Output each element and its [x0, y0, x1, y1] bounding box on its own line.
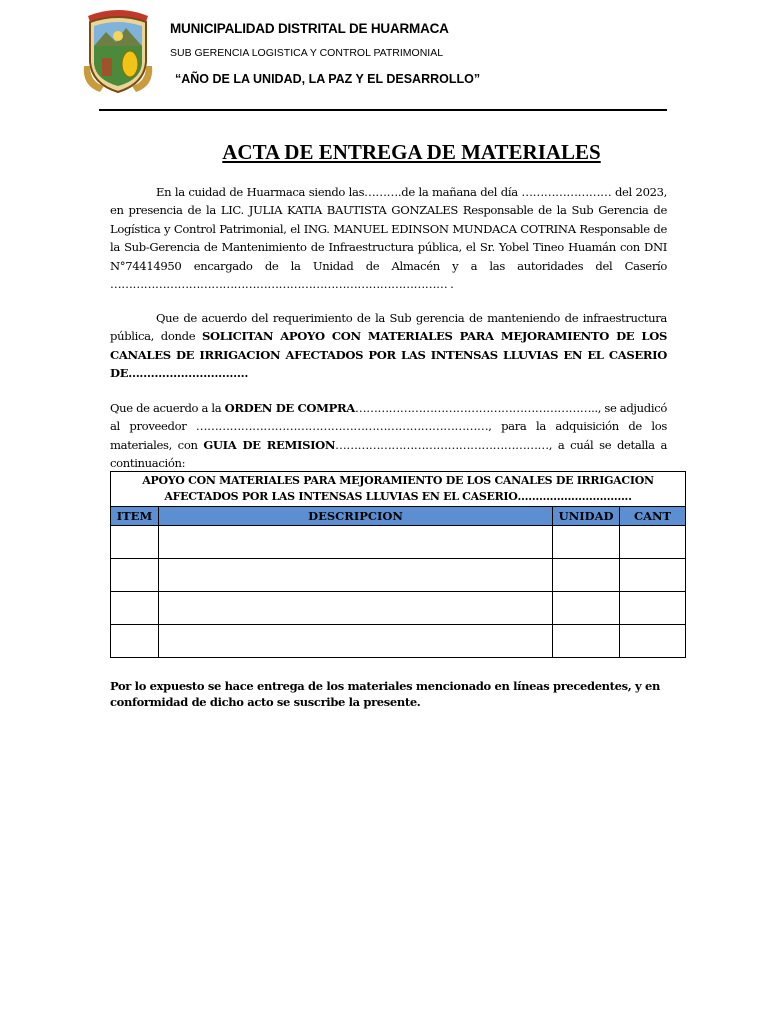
cell-cant — [620, 526, 686, 559]
table-row — [111, 592, 686, 625]
table-row — [111, 625, 686, 658]
cell-descripcion — [158, 625, 552, 658]
paragraph-request-bold: SOLICITAN APOYO CON MATERIALES PARA MEJORAMIENTO DE LOS CANALES DE IRRIGACION AFECTADOS POR LAS INTENSAS LLUVIAS EN EL CASERIO DE………………………….. — [110, 329, 668, 381]
header-divider — [99, 109, 667, 111]
paragraph-purchase-text-1: Que de acuerdo a la — [110, 401, 225, 415]
cell-cant — [620, 625, 686, 658]
cell-cant — [620, 592, 686, 625]
column-header-cant: CANT — [620, 507, 686, 526]
materials-table — [110, 471, 686, 658]
purchase-order-label: ORDEN DE COMPRA — [224, 401, 355, 415]
column-header-descripcion: DESCRIPCION — [158, 507, 552, 526]
cell-item — [111, 559, 159, 592]
letterhead — [80, 6, 680, 106]
org-name: MUNICIPALIDAD DISTRITAL DE HUARMACA — [170, 21, 449, 36]
cell-unidad — [553, 526, 620, 559]
column-header-item: ITEM — [111, 507, 159, 526]
cell-unidad — [553, 592, 620, 625]
cell-descripcion — [158, 592, 552, 625]
document-title: ACTA DE ENTREGA DE MATERIALES — [222, 140, 601, 164]
table-caption: APOYO CON MATERIALES PARA MEJORAMIENTO DE LOS CANALES DE IRRIGACION AFECTADOS POR LAS INTENSAS LLUVIAS EN EL CASERIO………………………….. — [111, 472, 686, 507]
cell-cant — [620, 559, 686, 592]
paragraph-intro-text: En la cuidad de Huarmaca siendo las……….de la mañana del día …………………… del 2023, en presencia de la LIC. JULIA KATIA BAUTISTA GONZALES Responsable de la Sub Gerencia de Logística y Control Patrimonial, el ING. MANUEL EDINSON MUNDACA COTRINA Responsable de la Sub-Gerencia de Mantenimiento de Infraestructura pública, el Sr. Yobel Tineo Huamán con DNI N°74414950 encargado de la Unidad de Almacén y a las autoridades del Caserío ……………………………………………………………………………… . — [110, 185, 667, 292]
cell-unidad — [553, 625, 620, 658]
table-header-row — [111, 507, 686, 526]
cell-descripcion — [158, 559, 552, 592]
paragraph-purchase — [110, 399, 667, 473]
cell-unidad — [553, 559, 620, 592]
cell-item — [111, 526, 159, 559]
table-row — [111, 559, 686, 592]
paragraph-intro — [110, 183, 667, 293]
department-name: SUB GERENCIA LOGISTICA Y CONTROL PATRIMONIAL — [170, 47, 444, 59]
paragraph-request — [110, 309, 667, 383]
paragraph-request-text: Que de acuerdo del requerimiento de la Sub gerencia de manteniendo de infraestructura pública, donde — [110, 311, 667, 344]
delivery-guide-label: GUIA DE REMISION — [203, 437, 336, 452]
municipal-coat-of-arms-icon — [80, 6, 156, 96]
column-header-unidad: UNIDAD — [553, 507, 620, 526]
closing-statement: Por lo expuesto se hace entrega de los materiales mencionado en líneas precedentes, y en conformidad de dicho acto se suscribe la presente. — [110, 679, 660, 709]
table-row — [111, 526, 686, 559]
year-motto: “AÑO DE LA UNIDAD, LA PAZ Y EL DESARROLLO” — [175, 72, 481, 86]
paragraph-purchase-text-3: …………………………………………………, a cuál se detalla a continuación: — [110, 437, 668, 471]
cell-item — [111, 592, 159, 625]
paragraph-purchase-text-2: ……………………………………………………….., se adjudicó al proveedor ……………………………………………………………………, para la adquisición de los materiales, con — [110, 401, 667, 452]
cell-item — [111, 625, 159, 658]
cell-descripcion — [158, 526, 552, 559]
